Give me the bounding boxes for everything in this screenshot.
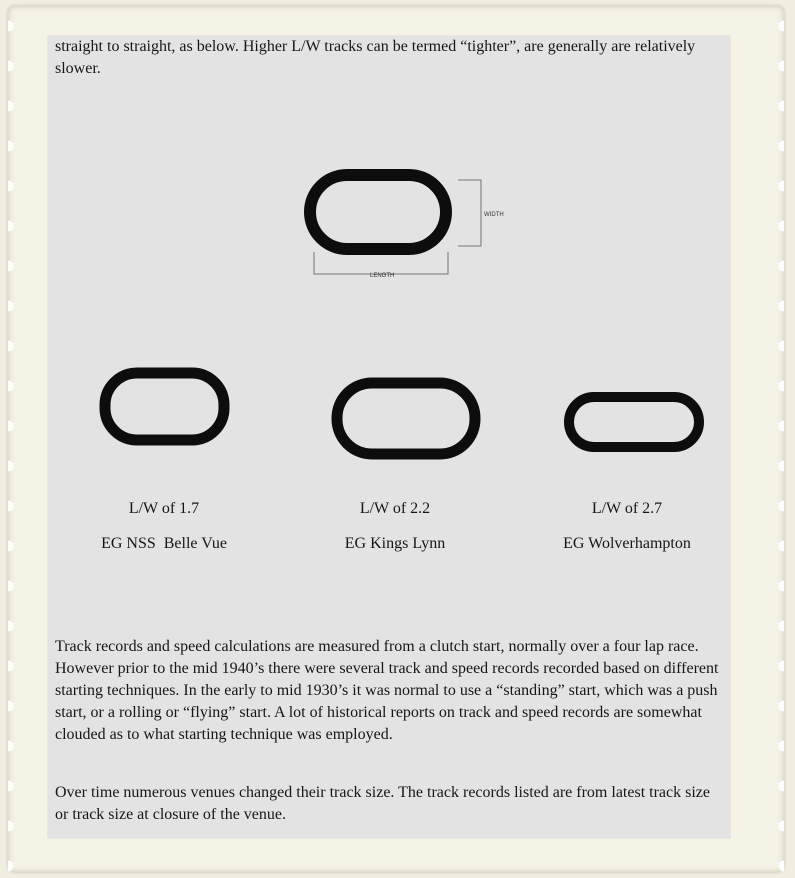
track-shape-kings-lynn <box>330 376 482 462</box>
track-shape-belle-vue <box>98 366 233 448</box>
length-dimension-line <box>314 252 448 274</box>
track-ratio-label: L/W of 2.7 <box>591 500 663 517</box>
intro-paragraph: straight to straight, as below. Higher L/W tracks can be termed “tighter”, are generally are relatively slower. <box>55 38 696 77</box>
diagram-track-shape <box>310 175 446 249</box>
length-label: LENGTH <box>370 273 395 279</box>
track-ratio-label: L/W of 1.7 <box>128 500 200 517</box>
track-shape-wolverhampton <box>562 390 706 454</box>
document-page <box>48 36 730 838</box>
frame-edge-right <box>774 6 784 872</box>
track-size-paragraph: Over time numerous venues changed their track size. The track records listed are from latest track size or track size at closure of the venue. <box>55 784 710 823</box>
width-dimension-line <box>458 180 481 246</box>
track-dimension-diagram <box>298 164 504 284</box>
track-venue-label: EG NSS Belle Vue <box>101 535 227 552</box>
width-label: WIDTH <box>484 212 504 218</box>
frame-edge-left <box>8 6 18 872</box>
track-venue-label: EG Wolverhampton <box>563 535 691 552</box>
track-venue-label: EG Kings Lynn <box>344 535 446 552</box>
track-ratio-label: L/W of 2.2 <box>359 500 431 517</box>
track-records-paragraph: Track records and speed calculations are measured from a clutch start, normally over a four lap race. However prior to the mid 1940’s there were several track and speed records recorded based on different starting techniques. In the early to mid 1930’s it was normal to use a “standing” start, which was a push start, or a rolling or “flying” start. A lot of historical reports on track and speed records are somewhat clouded as to what starting technique was employed. <box>55 638 719 743</box>
